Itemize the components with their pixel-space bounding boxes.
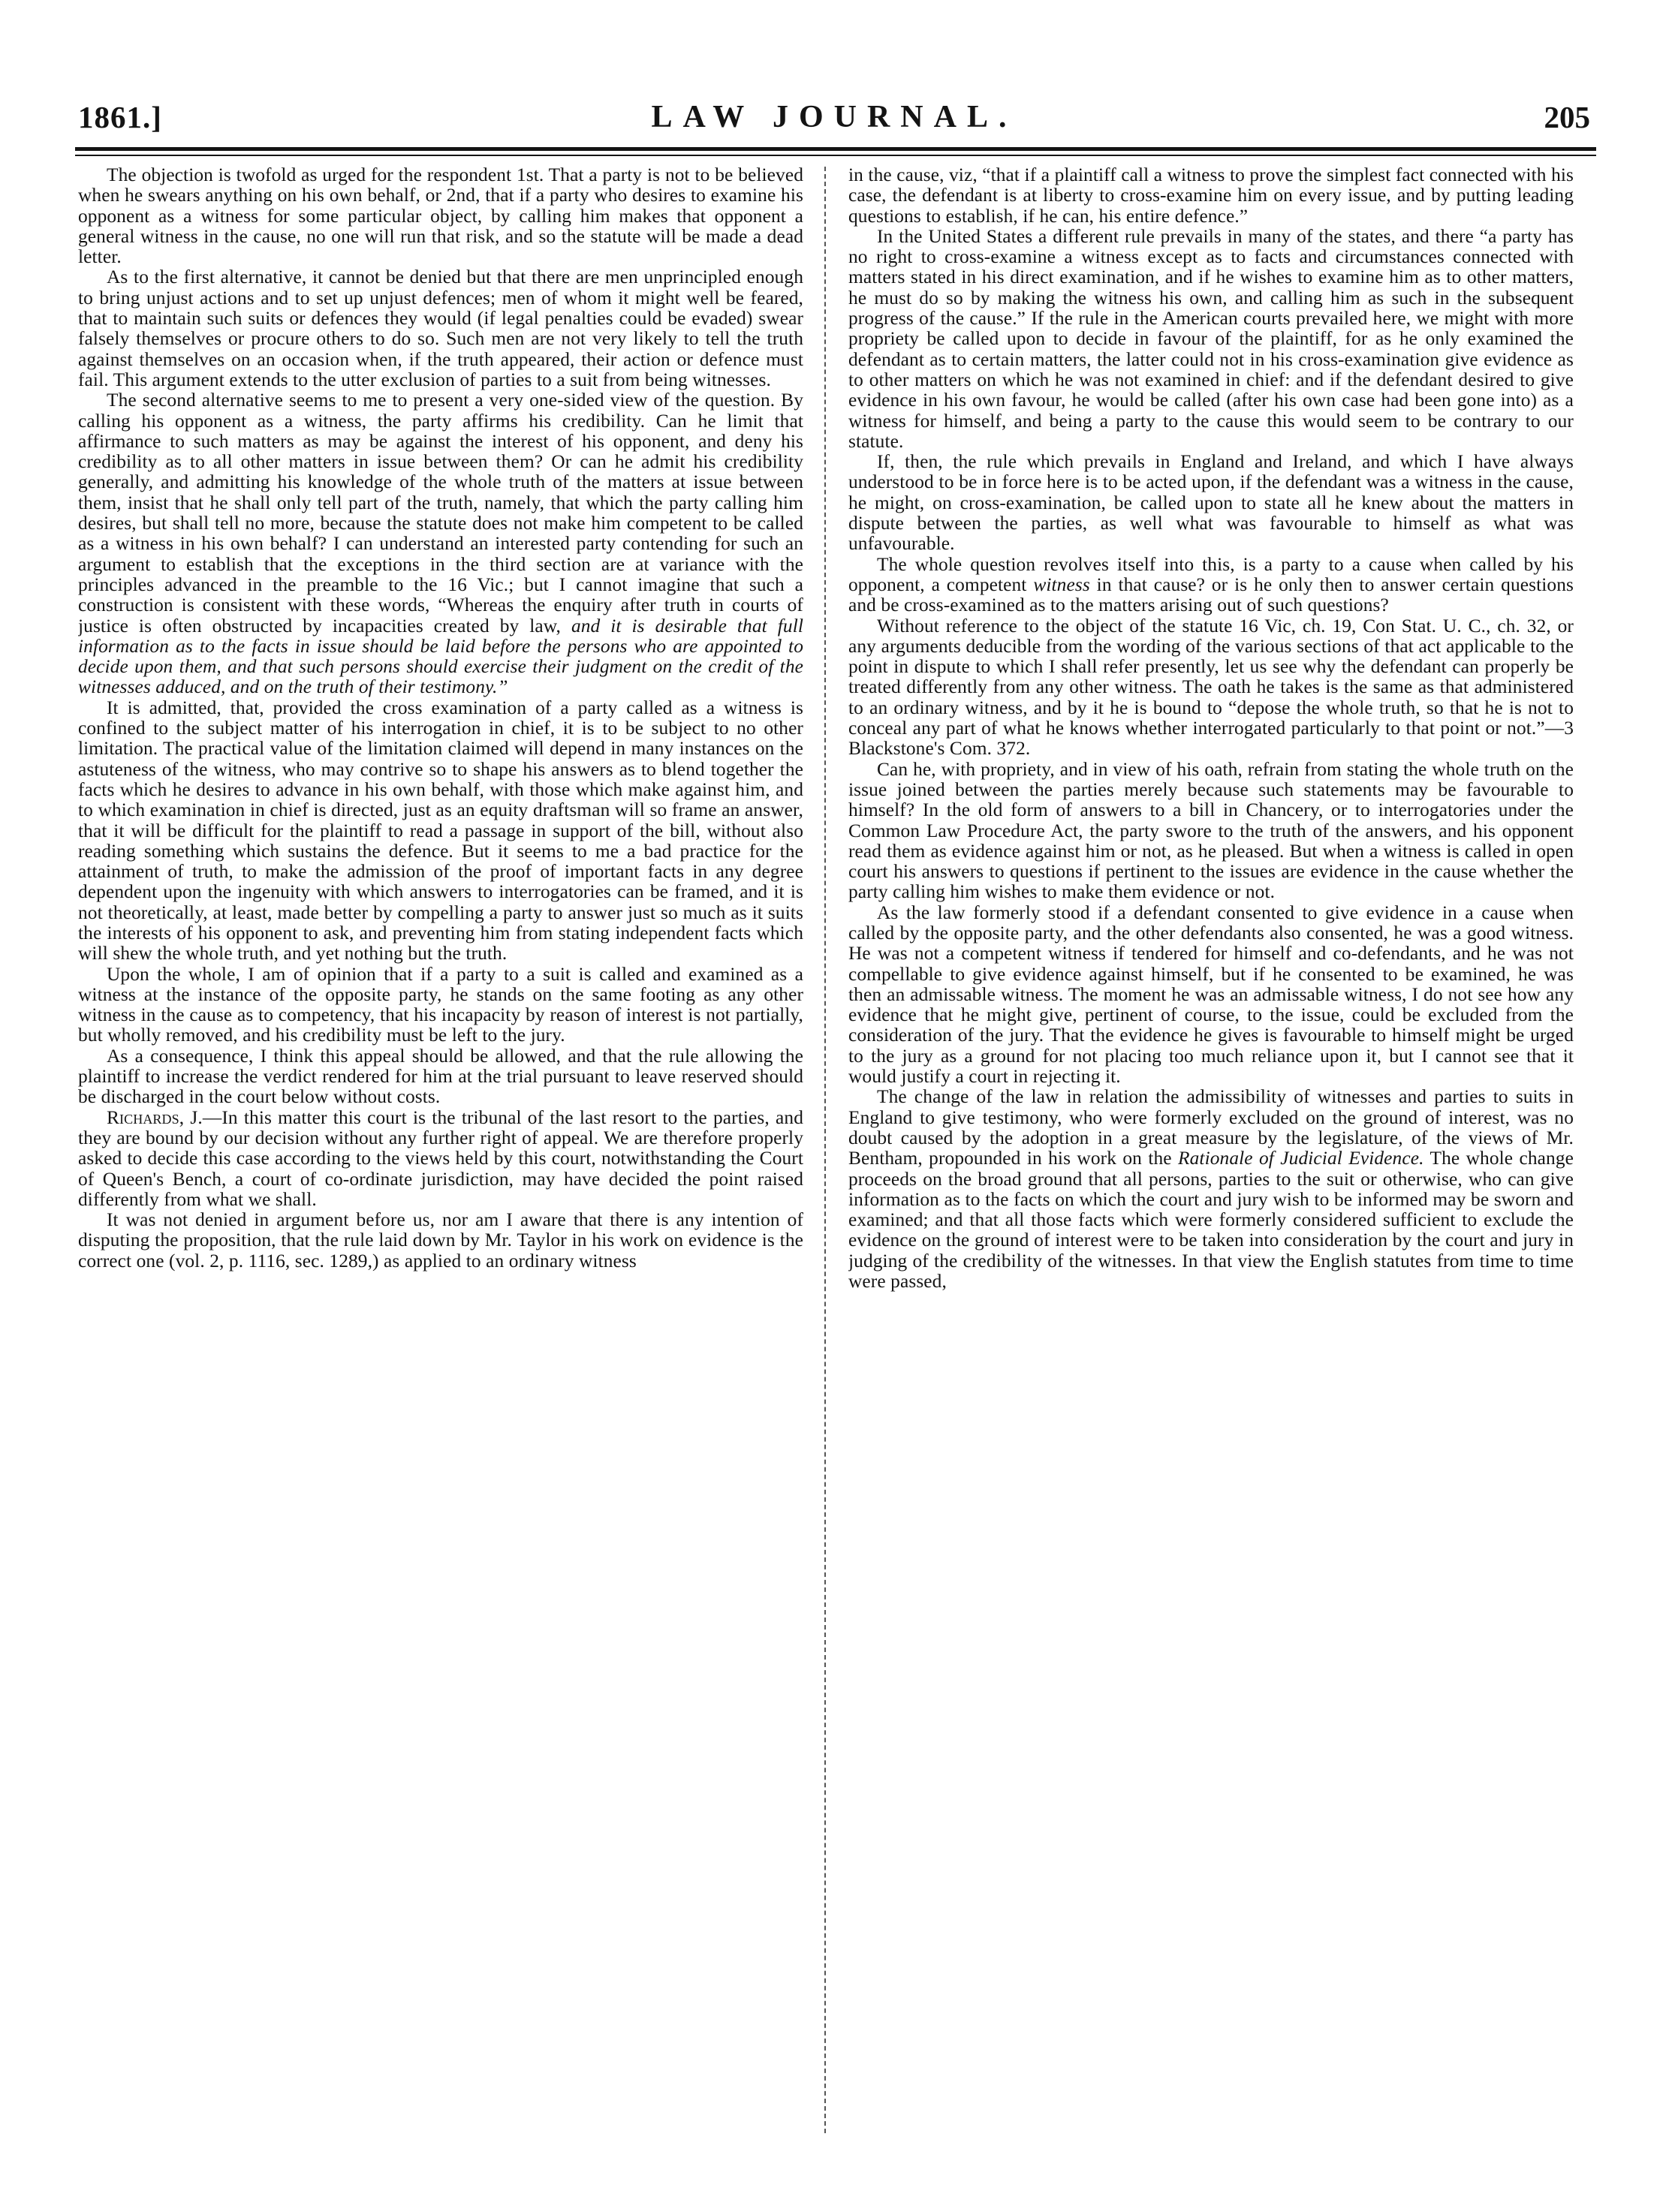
right-column (848, 165, 1574, 2132)
paragraph-text: —In this matter this court is the tribunal of the last resort to the parties, and they are bound by our decision without any further right of appeal. We are therefore properly asked to decide this case according to the views held by this court, notwithstanding the Court of Queen's Bench, a court of co-ordinate jurisdiction, may have decided the point raised differently from what we shall. (78, 1106, 803, 1210)
paragraph: Can he, with propriety, and in view of his oath, refrain from stating the whole truth on the issue joined between the parties merely because such statements may be favourable to himself? In the old form of answers to a bill in Chancery, or to interrogatories under the Common Law Procedure Act, the party swore to the truth of the answers, and his opponent read them as evidence against him or not, as he pleased. But when a witness is called in open court his answers to questions if pertinent to the issues are evidence in the cause whether the party calling him wishes to make them evidence or not. (848, 758, 1574, 903)
paragraph (78, 390, 803, 697)
paragraph-text: The whole question revolves itself into this, is a party to a cause when called by his opponent, a competent (848, 553, 1574, 595)
journal-title: LAW JOURNAL. (651, 100, 1017, 134)
paragraph: As a consequence, I think this appeal should be allowed, and that the rule allowing the plaintiff to increase the verdict rendered for him at the trial pursuant to leave reserved should be discharged in the court below without costs. (78, 1045, 803, 1108)
header-rule-thick (75, 147, 1596, 151)
paragraph (848, 1087, 1574, 1292)
quoted-preamble: and it is desirable that full information as to the facts in issue should be laid before the persons who are appointed to decide upon them, and that such persons should exercise their judgment on the credit of the witnesses adduced, and on the truth of their testimony.” (78, 615, 803, 698)
judge-name: Richards, J. (107, 1106, 203, 1128)
column-divider (824, 167, 826, 2133)
paragraph: in the cause, viz, “that if a plaintiff call a witness to prove the simplest fact connected with his case, the defendant is at liberty to cross-examine him on every issue, and by putting leading questions to establish, if he can, his entire defence.” (848, 165, 1574, 227)
paragraph: As the law formerly stood if a defendant consented to give evidence in a cause when called by the opposite party, and the other defendants also consented, he was a good witness. He was not a competent witness if tendered for himself and co-defendants, and he was not compellable to give evidence against himself, but if he consented to be examined, he was then an admissable witness. The moment he was an admissable witness, I do not see how any evidence that he might give, pertinent of course, to the issue, could be excluded from the consideration of the jury. That the evidence he gives is favourable to himself might be urged to the jury as a ground for not placing too much reliance upon it, but I cannot see that it would justify a court in rejecting it. (848, 901, 1574, 1088)
paragraph: It was not denied in argument before us, nor am I aware that there is any intention of disputing the proposition, that the rule laid down by Mr. Taylor in his work on evidence is the correct one (vol. 2, p. 1116, sec. 1289,) as applied to an ordinary witness (78, 1209, 803, 1272)
paragraph: The objection is twofold as urged for the respondent 1st. That a party is not to be believed when he swears anything on his own behalf, or 2nd, that if a party who desires to examine his opponent as a witness for some particular object, by calling him makes that opponent a general witness in the cause, no one will run that risk, and so the statute will be made a dead letter. (78, 165, 803, 268)
paragraph: If, then, the rule which prevails in England and Ireland, and which I have always understood to be in force here is to be acted upon, if the defendant was a witness in the cause, he might, on cross-examination, be called upon to state all he knew about the matters in dispute between the parties, as well what was favourable to himself as what was unfavourable. (848, 451, 1574, 555)
paragraph: In the United States a different rule prevails in many of the states, and there “a party has no right to cross-examine a witness except as to facts and circumstances connected with matters stated in his direct examination, and if he wishes to examine him as to other matters, he must do so by making the witness his own, and calling him as such in the subsequent progress of the cause.” If the rule in the American courts prevailed here, we might with more propriety be called upon to decide in favour of the plaintiff, for as he only examined the defendant as to certain matters, the latter could not in his cross-examination give evidence as to other matters on which he was not examined in chief: and if the defendant desired to give evidence in his own favour, he would be called (after his own case had been gone into) as a witness for himself, and being a party to the cause this would seem to be contrary to our statute. (848, 225, 1574, 452)
left-column (78, 165, 803, 2132)
paragraph: Upon the whole, I am of opinion that if a party to a suit is called and examined as a witness at the instance of the opposite party, he stands on the same footing as any other witness in the cause as to competency, that his incapacity by reason of interest is not partially, but wholly removed, and his credibility must be left to the jury. (78, 963, 803, 1046)
paragraph (848, 555, 1574, 616)
page-number: 205 (1544, 100, 1590, 134)
paragraph: It is admitted, that, provided the cross examination of a party called as a witness is confined to the subject matter of his interrogation in chief, it is to be subject to no other limitation. The practical value of the limitation claimed will depend in many instances on the astuteness of the witness, who may contrive so to shape his answers as to blend together the facts which he desires to advance in his own behalf, with those which make against him, and to which examination in chief is directed, just as an equity draftsman will so frame an answer, that it will be difficult for the plaintiff to read a passage in support of the bill, without also reading something which sustains the defence. But it seems to me a bad practice for the attainment of truth, to make the admission of the proof of important facts in any degree dependent upon the ingenuity with which answers to interrogatories can be framed, and it is not theoretically, at least, made better by compelling a party to answer just so much as it suits the interests of his opponent to ask, and preventing him from stating independent facts which will shew the whole truth, and yet nothing but the truth. (78, 697, 803, 965)
paragraph-text: in that cause? or is he only then to answer certain questions and be cross-examined as to the matters arising out of such questions? (848, 573, 1574, 616)
paragraph: As to the first alternative, it cannot be denied but that there are men unprincipled enough to bring unjust actions and to set up unjust defences; men of whom it might well be feared, that to maintain such suits or defences they would (if legal penalties could be evaded) swear falsely themselves or procure others to do so. Such men are not very likely to tell the truth against themselves on an occasion when, if the truth appeared, their action or defence must fail. This argument extends to the utter exclusion of parties to a suit from being witnesses. (78, 266, 803, 390)
paragraph-text: The whole change proceeds on the broad ground that all persons, parties to the suit or otherwise, who can give information as to the facts on which the court and jury wish to be informed may be sworn and examined; and that all those facts which were formerly considered sufficient to exclude the evidence on the ground of interest were to be taken into consideration by the court and jury in judging of the credibility of the witnesses. In that view the English statutes from time to time were passed, (848, 1148, 1574, 1293)
paragraph-text: The change of the law in relation the admissibility of witnesses and parties to suits in England to give testimony, who were formerly excluded on the ground of interest, was no doubt caused by the adoption in a great measure by the legislature, of the views of Mr. Bentham, propounded in his work on the (848, 1086, 1574, 1169)
page-header (78, 99, 1590, 144)
header-rule-thin (75, 155, 1596, 156)
emphasized-word: witness (1033, 573, 1090, 595)
paragraph (78, 1108, 803, 1210)
header-year: 1861.] (78, 100, 162, 134)
paragraph-text: The second alternative seems to me to present a very one-sided view of the question. By calling his opponent as a witness, the party affirms his credibility. Can he limit that affirmance to such matters as may be against the interest of his opponent, and deny his credibility as to all other matters in issue between them? Or can he admit his credibility generally, and admitting his knowledge of the whole truth of the matters at issue between them, insist that he shall only tell part of the truth, namely, that which the party calling him desires, but shall tell no more, because the statute does not make him competent to be called as a witness in his own behalf? I can understand an interested party contending for such an argument to establish that the exceptions in the third section are at variance with the principles advanced in the preamble to the 16 Vic.; but I cannot imagine that such a construction is consistent with these words, “Whereas the enquiry after truth in courts of justice is often obstructed by incapacities created by law, (78, 390, 803, 637)
cited-work-title: Rationale of Judicial Evidence. (1178, 1148, 1424, 1169)
paragraph: Without reference to the object of the statute 16 Vic, ch. 19, Con Stat. U. C., ch. 32, or any arguments deducible from the wording of the various sections of that act applicable to the point in dispute to which I shall refer presently, let us see why the defendant can properly be treated differently from any other witness. The oath he takes is the same as that administered to an ordinary witness, and by it he is bound to “depose the whole truth, so that he is not to conceal any part of what he knows whether interrogated particularly to that point or not.”—3 Blackstone's Com. 372. (848, 615, 1574, 760)
